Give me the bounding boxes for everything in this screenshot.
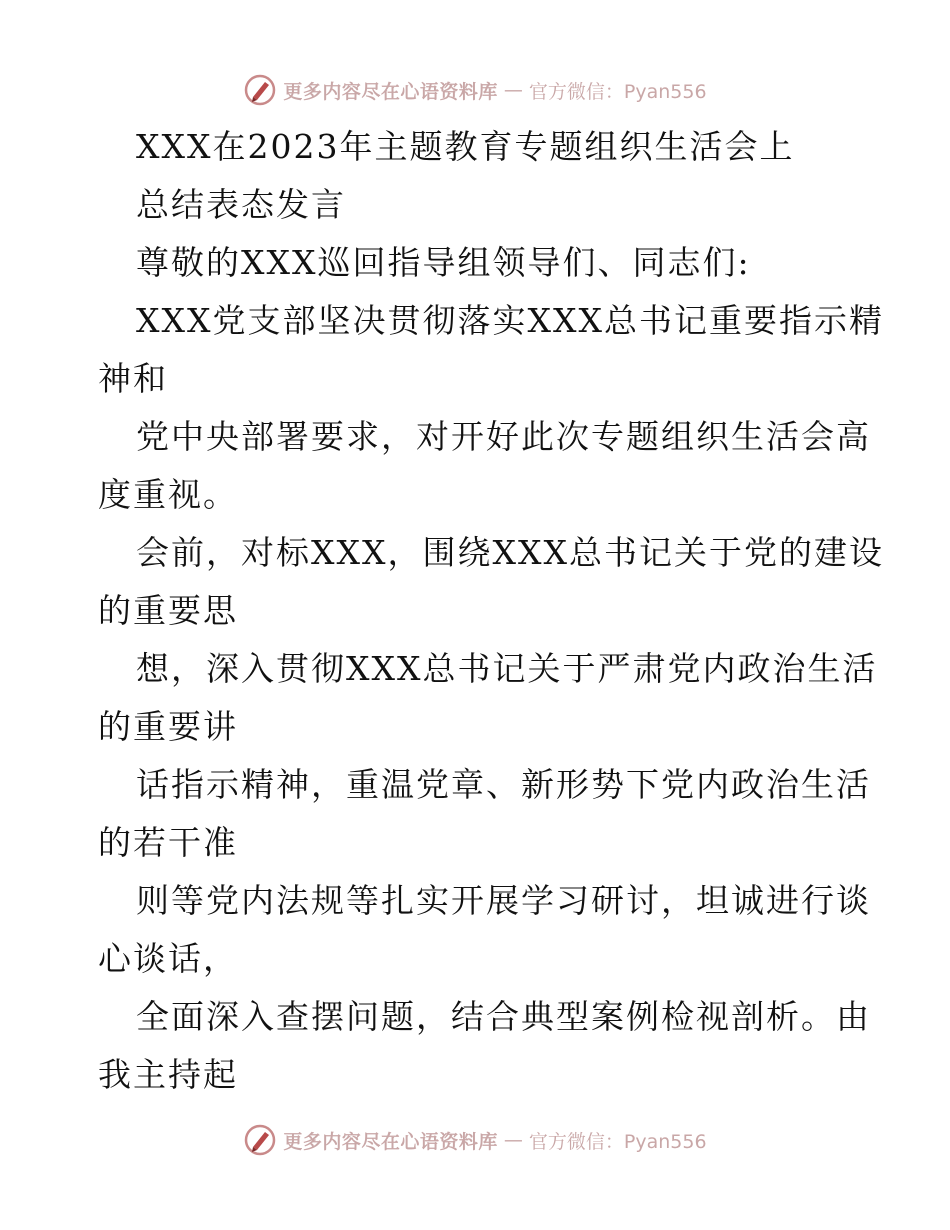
watermark-separator: — [503, 1129, 523, 1151]
text-line: 的若干准 [98, 823, 238, 862]
watermark-separator: — [503, 79, 523, 101]
text-line: 党中央部署要求，对开好此次专题组织生活会高 [136, 417, 871, 456]
text-line: XXX在2023年主题教育专题组织生活会上 [136, 127, 795, 166]
document-body [98, 118, 884, 1104]
text-line: 话指示精神，重温党章、新形势下党内政治生活 [136, 765, 871, 804]
text-line: 想，深入贯彻XXX总书记关于严肃党内政治生活 [136, 649, 878, 688]
footer-watermark [0, 1120, 950, 1160]
text-line: 神和 [98, 359, 168, 398]
header-watermark [0, 70, 950, 110]
text-line: XXX党支部坚决贯彻落实XXX总书记重要指示精 [136, 301, 884, 340]
pen-logo-icon [243, 1123, 277, 1157]
text-line: 的重要讲 [98, 707, 238, 746]
text-line: 我主持起 [98, 1055, 238, 1094]
watermark-text: 更多内容尽在心语资料库 [283, 1130, 498, 1153]
pen-logo-icon [243, 73, 277, 107]
text-line: 尊敬的XXX巡回指导组领导们、同志们: [136, 243, 751, 282]
text-line: 度重视。 [98, 475, 238, 514]
watermark-wechat: 官方微信：Pyan556 [528, 1130, 707, 1153]
watermark-wechat: 官方微信：Pyan556 [528, 80, 707, 103]
text-line: 总结表态发言 [136, 185, 346, 224]
text-line: 的重要思 [98, 591, 238, 630]
watermark-text: 更多内容尽在心语资料库 [283, 80, 498, 103]
text-line: 则等党内法规等扎实开展学习研讨，坦诚进行谈 [136, 881, 871, 920]
text-line: 会前，对标XXX，围绕XXX总书记关于党的建设 [136, 533, 884, 572]
text-line: 全面深入查摆问题，结合典型案例检视剖析。由 [136, 997, 871, 1036]
text-line: 心谈话， [98, 939, 238, 978]
